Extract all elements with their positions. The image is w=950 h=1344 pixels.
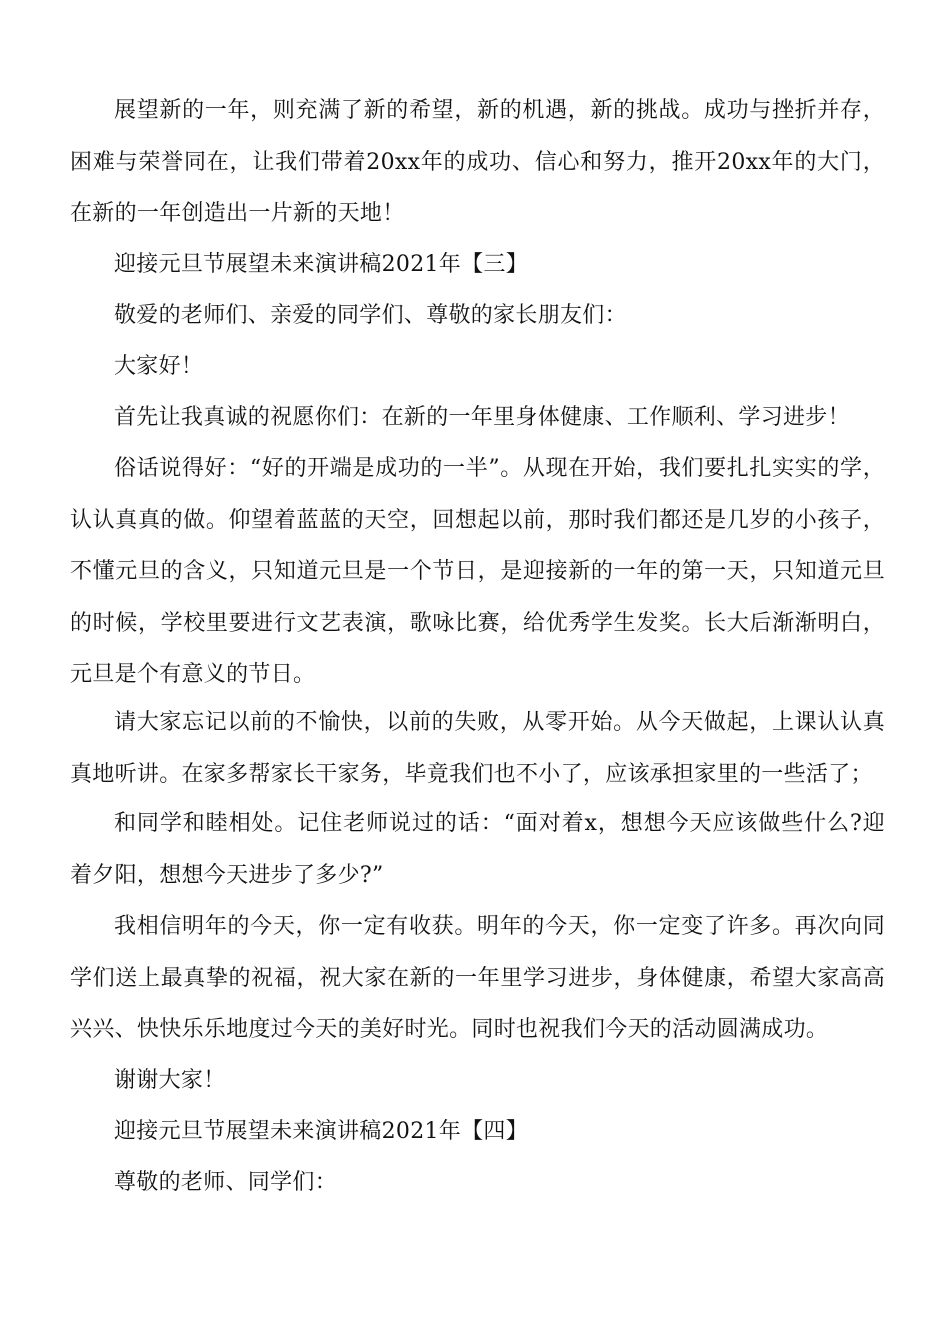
section-heading-four: 迎接元旦节展望未来演讲稿2021年【四】 [114, 1119, 528, 1144]
paragraph-good-start: 俗话说得好：“好的开端是成功的一半”。从现在开始，我们要扎扎实实的学，认认真真的做。仰望着蓝蓝的天空，回想起以前，那时我们都还是几岁的小孩子，不懂元旦的含义，只知道元旦是一个节日，是迎接新的一年的第一天，只知道元旦的时候，学校里要进行文艺表演，歌咏比赛，给优秀学生发奖。长大后渐渐明白，元旦是个有意义的节日。 [70, 456, 885, 687]
paragraph-greeting: 大家好！ [114, 354, 204, 379]
paragraph-salutation-four: 尊敬的老师、同学们： [114, 1170, 338, 1195]
paragraph-salutation: 敬爱的老师们、亲爱的同学们、尊敬的家长朋友们： [114, 303, 627, 328]
paragraph-thanks: 谢谢大家！ [114, 1068, 226, 1093]
section-heading-three: 迎接元旦节展望未来演讲稿2021年【三】 [114, 252, 528, 277]
paragraph-forget-past: 请大家忘记以前的不愉快，以前的失败，从零开始。从今天做起，上课认认真真地听讲。在家多帮家长干家务，毕竟我们也不小了，应该承担家里的一些活了； [70, 710, 885, 787]
paragraph-next-year: 我相信明年的今天，你一定有收获。明年的今天，你一定变了许多。再次向同学们送上最真挚的祝福，祝大家在新的一年里学习进步，身体健康，希望大家高高兴兴、快快乐乐地度过今天的美好时光。同时也祝我们今天的活动圆满成功。 [70, 914, 885, 1042]
paragraph-new-year-outlook: 展望新的一年，则充满了新的希望，新的机遇，新的挑战。成功与挫折并存，困难与荣誉同在，让我们带着20xx年的成功、信心和努力，推开20xx年的大门，在新的一年创造出一片新的天地！ [70, 98, 885, 226]
paragraph-wishes: 首先让我真诚的祝愿你们：在新的一年里身体健康、工作顺利、学习进步！ [114, 405, 850, 430]
paragraph-teacher-words: 和同学和睦相处。记住老师说过的话：“面对着x，想想今天应该做些什么?迎着夕阳，想想今天进步了多少?” [70, 811, 885, 888]
